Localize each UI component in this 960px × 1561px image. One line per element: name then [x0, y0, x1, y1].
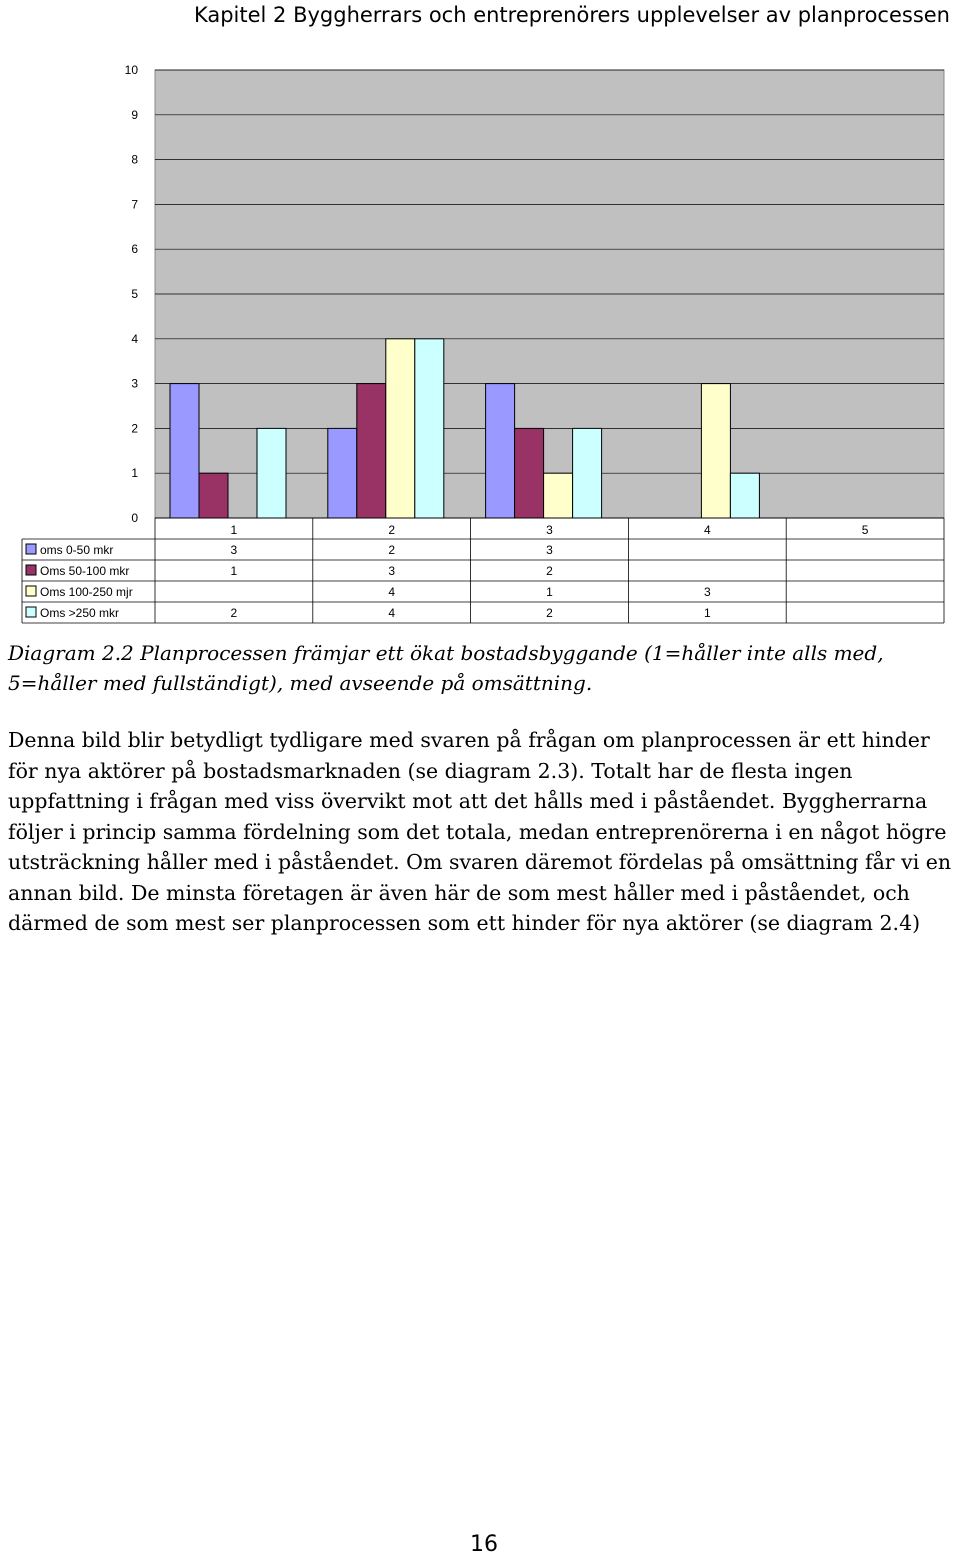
x-tick-label: 2 — [388, 523, 396, 537]
data-label: 2 — [230, 606, 238, 620]
x-tick-label: 1 — [230, 523, 238, 537]
y-tick-label: 1 — [131, 466, 138, 481]
data-label: 2 — [388, 543, 396, 557]
data-label: 2 — [546, 564, 553, 578]
data-label: 4 — [388, 606, 396, 620]
y-tick-label: 5 — [131, 287, 138, 301]
data-label: 3 — [703, 585, 711, 599]
bar — [544, 473, 573, 518]
data-label: 2 — [546, 606, 553, 620]
bar — [573, 428, 602, 518]
body-paragraph: Denna bild blir betydligt tydligare med svaren på frågan om planprocessen är ett hinder för nya aktörer på bostadsmarknaden (se diagram 2.3). Totalt har de flesta ingen uppfattning i frågan med viss övervikt mot att det hålls med i påståendet. Byggherrarna följer i princip samma fördelning som det totala, medan entreprenörerna i en något högre utsträckning håller med i påståendet. Om svaren däremot fördelas på omsättning får vi en annan bild. De minsta företagen är även här de som mest håller med i påståendet, och därmed de som mest ser planprocessen som ett hinder för nya aktörer (se diagram 2.4) — [8, 728, 952, 935]
bar — [730, 473, 759, 518]
data-label: 1 — [230, 564, 238, 578]
data-label: 3 — [230, 543, 238, 557]
legend-label: Oms 50-100 mkr — [40, 564, 130, 578]
legend-label: oms 0-50 mkr — [40, 543, 114, 557]
data-label: 3 — [546, 543, 553, 557]
legend-swatch — [26, 607, 36, 617]
x-tick-label: 5 — [861, 523, 869, 537]
legend-swatch — [26, 565, 36, 575]
page-header: Kapitel 2 Byggherrars och entreprenörers upplevelser av planprocessen — [193, 3, 950, 27]
data-label: 1 — [703, 606, 711, 620]
bar — [357, 384, 386, 518]
x-tick-label: 4 — [703, 523, 711, 537]
bar-chart — [0, 0, 960, 630]
bar — [701, 384, 730, 518]
bar — [386, 339, 415, 518]
y-tick-label: 10 — [124, 63, 138, 77]
y-tick-label: 3 — [131, 376, 138, 391]
bar — [257, 428, 286, 518]
legend-label: Oms >250 mkr — [40, 606, 120, 620]
bar — [199, 473, 228, 518]
page-number: 16 — [470, 1532, 498, 1557]
bar — [415, 339, 444, 518]
bar — [486, 384, 515, 518]
bar — [328, 428, 357, 518]
figure-caption: Diagram 2.2 Planprocessen främjar ett ökat bostadsbyggande (1=håller inte alls med, 5=håller med fullständigt), med avseende på omsättning. — [8, 641, 884, 695]
x-tick-label: 3 — [546, 523, 553, 537]
data-label: 4 — [388, 585, 396, 599]
y-tick-label: 0 — [131, 511, 138, 525]
y-tick-label: 6 — [131, 242, 138, 257]
legend-label: Oms 100-250 mjr — [40, 585, 133, 599]
legend-swatch — [26, 586, 36, 596]
bar — [515, 428, 544, 518]
data-label: 3 — [388, 564, 396, 578]
bar — [170, 384, 199, 518]
y-tick-label: 8 — [131, 152, 138, 167]
y-tick-label: 9 — [131, 107, 138, 122]
y-tick-label: 2 — [131, 421, 138, 436]
data-label: 1 — [546, 585, 553, 599]
y-tick-label: 7 — [131, 197, 138, 212]
legend-swatch — [26, 544, 36, 554]
y-tick-label: 4 — [131, 331, 138, 346]
